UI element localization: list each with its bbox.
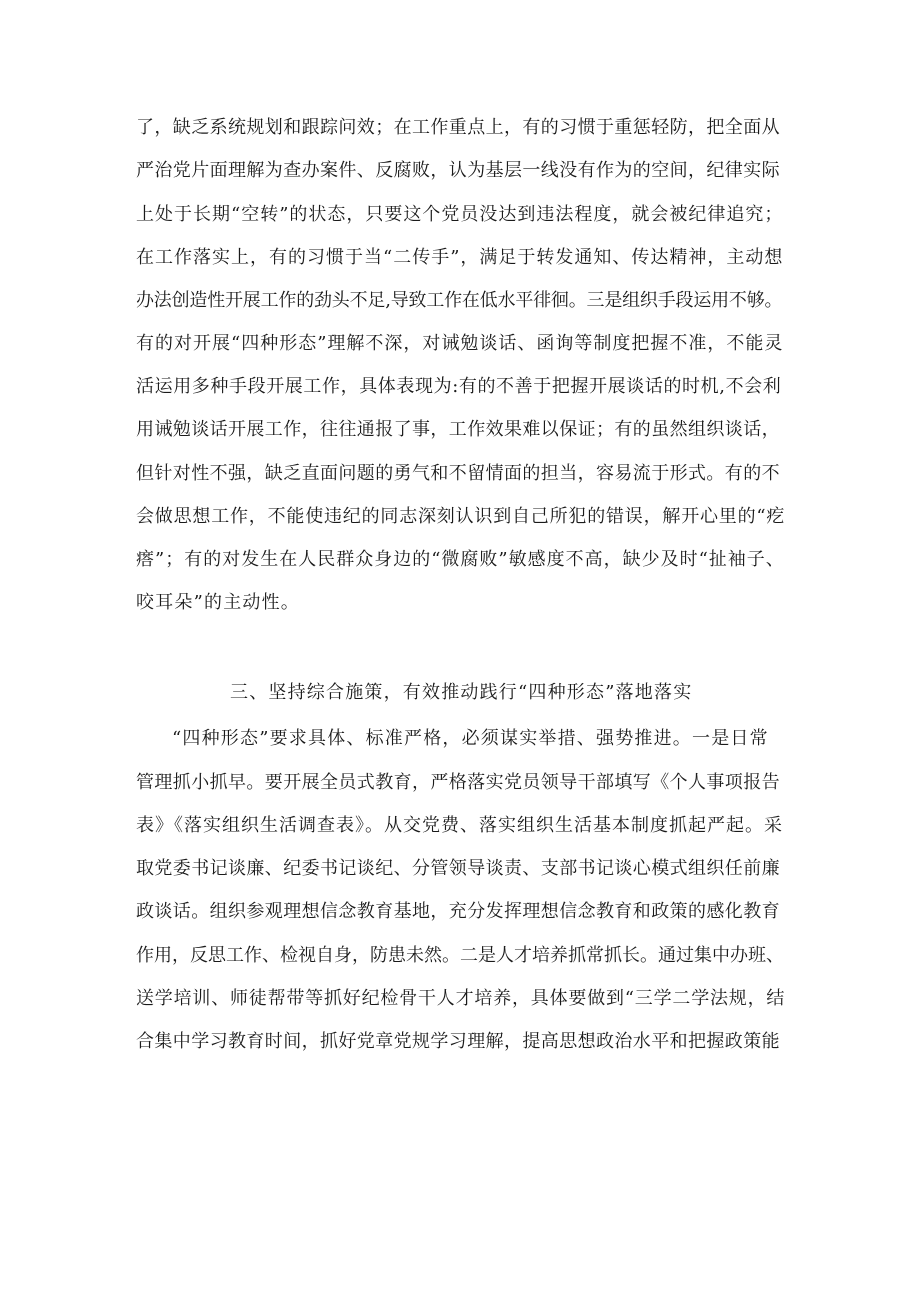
text-line: 有的对开展“四种形态”理解不深，对诫勉谈话、函询等制度把握不准，不能灵 — [136, 333, 784, 354]
text-line: 瘩”；有的对发生在人民群众身边的“微腐败”敏感度不高，缺少及时“扯袖子、 — [136, 549, 785, 570]
text-line: 送学培训、师徒帮带等抓好纪检骨干人才培养，具体要做到“三学二学法规，结 — [136, 988, 786, 1009]
text-line: 了，缺乏系统规划和跟踪问效；在工作重点上，有的习惯于重惩轻防，把全面从 — [136, 117, 780, 138]
text-line: 表》《落实组织生活调查表》。从交党费、落实组织生活基本制度抓起严起。采 — [136, 815, 783, 836]
text-line: 会做思想工作，不能使违纪的同志深刻认识到自己所犯的错误，解开心里的“疙 — [136, 506, 786, 527]
text-line: 合集中学习教育时间，抓好党章党规学习理解，提高思想政治水平和把握政策能 — [136, 1031, 780, 1052]
text-line: 用诫勉谈话开展工作，往往通报了事，工作效果难以保证；有的虽然组织谈话， — [136, 419, 780, 440]
text-line: 但针对性不强，缺乏直面问题的勇气和不留情面的担当，容易流于形式。有的不 — [136, 463, 780, 484]
text-line: 咬耳朵”的主动性。 — [136, 592, 301, 613]
text-line: 活运用多种手段开展工作，具体表现为:有的不善于把握开展谈话的时机,不会利 — [136, 376, 782, 397]
text-line: 政谈话。组织参观理想信念教育基地，充分发挥理想信念教育和政策的感化教育 — [136, 901, 780, 922]
section-heading: 三、坚持综合施策，有效推动践行“四种形态”落地落实 — [230, 682, 693, 703]
text-line: “四种形态”要求具体、标准严格，必须谋实举措、强势推进。一是日常 — [172, 728, 769, 749]
text-line: 上处于长期“空转”的状态，只要这个党员没达到违法程度，就会被纪律追究； — [136, 204, 784, 225]
text-line: 取党委书记谈廉、纪委书记谈纪、分管领导谈责、支部书记谈心模式组织任前廉 — [136, 858, 780, 879]
text-line: 作用，反思工作、检视自身，防患未然。二是人才培养抓常抓长。通过集中办班、 — [136, 945, 784, 966]
text-line: 严治党片面理解为查办案件、反腐败，认为基层一线没有作为的空间，纪律实际 — [136, 160, 780, 181]
text-line: 办法创造性开展工作的劲头不足,导致工作在低水平徘徊。三是组织手段运用不够。 — [136, 290, 783, 311]
text-line: 在工作落实上，有的习惯于当“二传手”，满足于转发通知、传达精神，主动想 — [136, 247, 784, 268]
text-line: 管理抓小抓早。要开展全员式教育，严格落实党员领导干部填写《个人事项报告 — [136, 772, 780, 793]
